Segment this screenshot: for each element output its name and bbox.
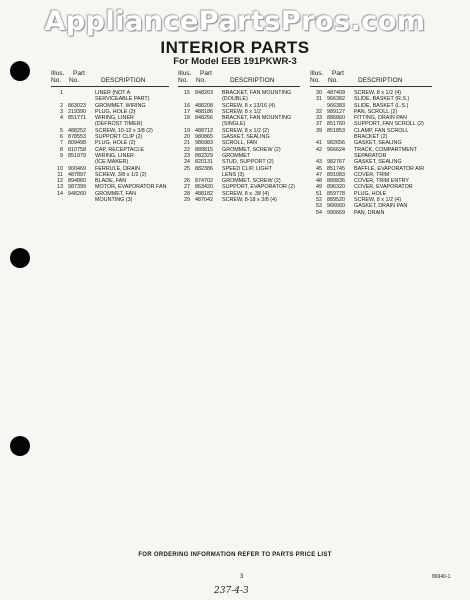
part-number: 891083 (327, 171, 345, 178)
part-number: 863420 (195, 184, 213, 191)
part-description: SCREW, 8 x 13/16 (4) (222, 102, 276, 109)
part-description: CLAMP, FAN SCROLL (354, 127, 409, 134)
part-number: 848263 (195, 90, 213, 96)
part-description: SPEED CLIP, LIGHT (222, 165, 272, 172)
illus-number: 47 (316, 171, 322, 178)
part-description: SCREW, 8-18 x 3/8 (4) (222, 197, 277, 204)
part-description: PLUG, HOLE (2) (95, 108, 136, 115)
column-header (310, 70, 432, 85)
part-number: 989127 (327, 108, 345, 115)
illus-number: 13 (57, 184, 63, 191)
illus-number: 4 (60, 115, 63, 122)
illus-number: 11 (57, 171, 63, 178)
part-number: 889520 (327, 197, 345, 204)
part-description: GROMMET, FAN (95, 190, 137, 197)
part-description: SCREW, 8 x 1/2 (4) (354, 90, 402, 96)
header-rule (310, 86, 432, 87)
binder-hole-middle (10, 248, 30, 268)
part-description: SCREW, 3/8 x 1/2 (2) (95, 171, 147, 178)
illus-label: Illus. (178, 70, 192, 77)
part-description: (DEFROST TIMER) (95, 121, 143, 128)
illus-number: 5 (60, 127, 63, 134)
illus-number: 19 (184, 127, 190, 134)
part-number: 488252 (68, 127, 86, 134)
parts-row (51, 197, 169, 203)
part-number: 810758 (68, 146, 86, 153)
site-watermark: AppliancePartsPros.com (44, 6, 426, 37)
part-number: 966624 (327, 146, 345, 153)
part-label: Part (200, 70, 212, 77)
illus-number: 45 (316, 165, 322, 172)
illus-number: 25 (184, 165, 190, 172)
illus-number: 41 (316, 140, 322, 147)
part-description: GROMMET, SCREW (2) (222, 146, 281, 153)
illus-number: 32 (316, 108, 322, 115)
part-number: 487042 (195, 197, 213, 204)
illus-number: 10 (57, 165, 63, 172)
illus-number: 37 (316, 121, 322, 128)
illus-number: 54 (316, 209, 322, 216)
no-label: No. (310, 77, 321, 84)
part-number: 987399 (68, 184, 86, 191)
part-description: PLUG, HOLE (2) (95, 140, 136, 147)
part-number: 487409 (327, 90, 345, 96)
page-title: INTERIOR PARTS (160, 38, 310, 57)
part-description: SUPPORT, FAN SCROLL (2) (354, 121, 424, 128)
column-header (51, 70, 169, 85)
part-description: BRACKET, FAN MOUNTING (222, 90, 292, 96)
illus-number: 39 (316, 127, 322, 134)
illus-number: 52 (316, 197, 322, 204)
illus-number: 29 (184, 197, 190, 204)
part-number: 980865 (195, 134, 213, 141)
document-code: 86940-1 (432, 574, 451, 580)
part-number: 889836 (327, 178, 345, 185)
part-description: BRACKET, FAN MOUNTING (222, 115, 292, 122)
illus-number: 22 (184, 146, 190, 153)
part-label: Part (332, 70, 344, 77)
description-label: DESCRIPTION (101, 77, 146, 84)
part-label: Part (73, 70, 85, 77)
model-subtitle: For Model EEB 191PKWR-3 (173, 56, 297, 67)
part-description: WIRING, LINER (95, 115, 134, 122)
part-number: 882329 (195, 152, 213, 159)
description-label: DESCRIPTION (230, 77, 275, 84)
illus-number: 23 (184, 152, 190, 159)
part-description: SCREW, 8 x 1/2 (222, 108, 261, 115)
illus-number: 6 (60, 134, 63, 141)
part-description: BAFFLE, EVAPORATOR AIR (354, 165, 425, 172)
no-label: No. (69, 77, 80, 84)
part-number: 487897 (68, 171, 86, 178)
part-number: 809498 (68, 140, 86, 147)
part-description: LINER (NOT A (95, 90, 131, 96)
part-number: 488186 (195, 108, 213, 115)
header-rule (178, 86, 300, 87)
illus-number: 12 (57, 178, 63, 185)
part-number: 488182 (195, 190, 213, 197)
part-description: (DOUBLE) (222, 96, 248, 103)
part-number: 990669 (327, 209, 345, 216)
part-description: SLIDE, BASKET (R.S.) (354, 96, 410, 103)
part-number: 882386 (195, 165, 213, 172)
illus-number: 51 (316, 190, 322, 197)
parts-column-1 (51, 70, 169, 203)
part-description: COVER, EVAPORATOR (354, 184, 413, 191)
part-number: 863023 (68, 102, 86, 109)
no-label: No. (328, 77, 339, 84)
part-description: GROMMET, SCREW (2) (222, 178, 281, 185)
part-description: COVER, TRIM (354, 171, 390, 178)
part-number: 966382 (327, 96, 345, 103)
part-description: LENS (3) (222, 171, 245, 178)
part-number: 874702 (195, 178, 213, 185)
part-number: 982767 (327, 159, 345, 166)
part-description: GASKET, SEALING (354, 140, 402, 147)
no-label: No. (196, 77, 207, 84)
part-description: GASKET, SEALING (222, 134, 270, 141)
parts-row (178, 197, 300, 203)
ordering-note: FOR ORDERING INFORMATION REFER TO PARTS PRICE LIST (138, 552, 332, 558)
part-description: SLIDE, BASKET (L.S.) (354, 102, 409, 109)
illus-number: 2 (60, 102, 63, 109)
part-number: 966660 (327, 203, 345, 210)
illus-number: 20 (184, 134, 190, 141)
part-number: 859778 (327, 190, 345, 197)
part-description: WIRING, LINER (95, 152, 134, 159)
illus-number: 42 (316, 146, 322, 153)
part-number: 851745 (327, 165, 345, 172)
column-header (178, 70, 300, 85)
part-description: (SINGLE) (222, 121, 246, 128)
illus-number: 53 (316, 203, 322, 210)
part-description: SUPPORT CLIP (2) (95, 134, 143, 141)
part-description: TRACK, COMPARTMENT (354, 146, 417, 153)
part-number (68, 197, 95, 203)
parts-column-2 (178, 70, 300, 203)
illus-number: 24 (184, 159, 190, 166)
parts-row (310, 210, 432, 216)
binder-hole-bottom (10, 436, 30, 456)
illus-number: 17 (184, 108, 190, 115)
part-description: FERRULE, DRAIN (95, 165, 140, 172)
illus-number: 27 (184, 184, 190, 191)
part-number: 894860 (68, 178, 86, 185)
part-number: 851979 (68, 152, 86, 159)
part-description: BRACKET (2) (354, 134, 388, 141)
part-description: SCREW, 8 x .38 (4) (222, 190, 270, 197)
part-number: 820131 (195, 159, 213, 166)
illus-number: 14 (57, 190, 63, 197)
part-number: 982656 (327, 140, 345, 147)
part-number: 986983 (195, 140, 213, 147)
illus-number (51, 197, 68, 203)
part-number: 886860 (327, 115, 345, 122)
parts-column-3 (310, 70, 432, 216)
part-description: (ICE MAKER) (95, 159, 129, 166)
illus-number: 15 (184, 90, 190, 96)
illus-number: 21 (184, 140, 190, 147)
illus-number: 31 (316, 96, 322, 103)
illus-number: 28 (184, 190, 190, 197)
handwritten-note: 237-4-3 (214, 586, 249, 596)
part-description: PLUG, HOLE (354, 190, 387, 197)
part-number: 488208 (195, 102, 213, 109)
part-number: 889815 (195, 146, 213, 153)
part-number: 219390 (68, 108, 86, 115)
part-description: SCROLL, FAN (222, 140, 258, 147)
part-number: 896320 (327, 184, 345, 191)
part-description: SCREW, 10-12 x 3/8 (2) (95, 127, 153, 134)
illus-number: 48 (316, 178, 322, 185)
part-description: SEPARATOR (354, 152, 387, 159)
illus-label: Illus. (310, 70, 324, 77)
part-description: MOUNTING (3) (95, 197, 133, 204)
parts-list (310, 90, 432, 216)
parts-list (51, 90, 169, 203)
illus-number: 9 (60, 152, 63, 159)
illus-number: 7 (60, 140, 63, 147)
part-number: 488712 (195, 127, 213, 134)
part-description: GROMMET (222, 152, 251, 159)
illus-number: 30 (316, 90, 322, 96)
illus-number: 49 (316, 184, 322, 191)
part-description: SUPPORT, EVAPORATOR (2) (222, 184, 295, 191)
illus-number: 18 (184, 115, 190, 122)
illus-number: 26 (184, 178, 190, 185)
description-label: DESCRIPTION (358, 77, 403, 84)
part-description: FITTING, DRAIN PAN (354, 115, 407, 122)
part-description: MOTOR, EVAPORATOR FAN (95, 184, 167, 191)
part-number: 851760 (327, 121, 345, 128)
page-number: 3 (240, 574, 244, 580)
part-description: CAP, RECEPTACLE (95, 146, 144, 153)
part-description: STUD, SUPPORT (2) (222, 159, 274, 166)
illus-number: 33 (316, 115, 322, 122)
no-label: No. (178, 77, 189, 84)
part-number: 878553 (68, 134, 86, 141)
part-description: GASKET, SEALING (354, 159, 402, 166)
part-description: SERVICEABLE PART) (95, 96, 150, 103)
part-number: 966383 (327, 102, 345, 109)
part-description: COVER, TRIM ENTRY (354, 178, 409, 185)
part-description: GASKET, DRAIN PAN (354, 203, 408, 210)
illus-number: 43 (316, 159, 322, 166)
no-label: No. (51, 77, 62, 84)
part-description: PAN, DRAIN (354, 209, 385, 216)
illus-number: 1 (60, 90, 63, 96)
illus-number: 16 (184, 102, 190, 109)
part-description: GROMMET, WIRING (95, 102, 146, 109)
part-number: 851771 (68, 115, 86, 122)
illus-label: Illus. (51, 70, 65, 77)
part-number: 851853 (327, 127, 345, 134)
illus-number: 8 (60, 146, 63, 153)
illus-number: 3 (60, 108, 63, 115)
part-description: SCREW, 8 x 1/2 (2) (222, 127, 270, 134)
part-description: SCREW, 8 x 1/2 (4) (354, 197, 402, 204)
header-rule (51, 86, 169, 87)
part-description: BLADE, FAN (95, 178, 127, 185)
parts-list (178, 90, 300, 203)
part-number: 948260 (68, 190, 86, 197)
part-description: PAN, SCROLL (2) (354, 108, 398, 115)
part-number: 900469 (68, 165, 86, 172)
part-number: 848256 (195, 115, 213, 122)
